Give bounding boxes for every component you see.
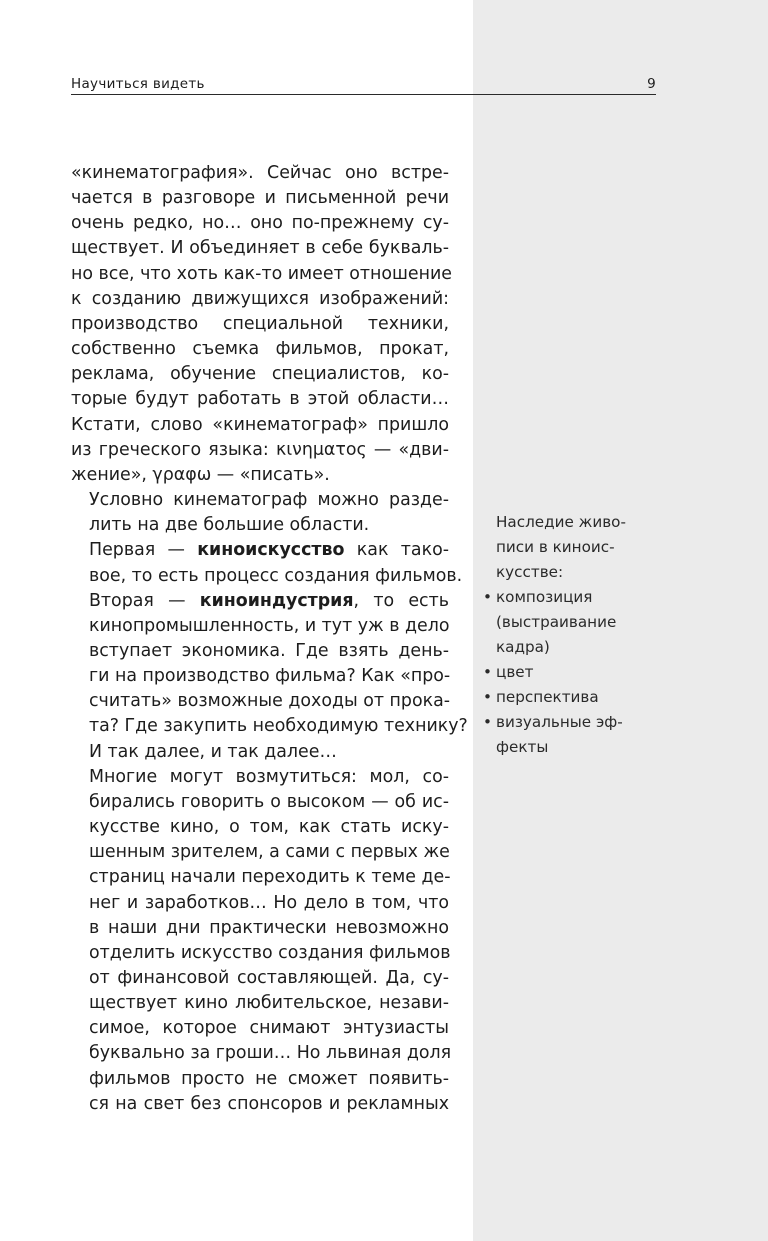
text-line: лить на две большие области. (89, 515, 370, 536)
text-line: считать» возможные доходы от прока- (89, 691, 451, 712)
paragraph (71, 765, 452, 1117)
list-item (483, 585, 653, 660)
text-line: кусстве кино, о том, как стать иску- (89, 817, 449, 838)
text-line: буквально за гроши… Но львиная доля (89, 1043, 452, 1064)
text-line: реклама, обучение специалистов, ко- (71, 364, 449, 385)
text-line: фильмов просто не сможет появить- (89, 1068, 449, 1089)
text-line: кинопромышленность, и тут уж в дело (89, 615, 450, 636)
list-item (483, 685, 653, 710)
margin-note-list (483, 585, 653, 760)
text-line: бирались говорить о высоком — об ис- (89, 791, 449, 812)
running-header (71, 76, 656, 92)
margin-note-intro (483, 510, 653, 585)
text-line: писи в киноис- (496, 538, 615, 556)
bullet-icon: • (483, 688, 492, 706)
header-rule (71, 94, 656, 95)
text-line: перспектива (496, 688, 599, 706)
text-line: собственно съемка фильмов, прокат, (71, 339, 449, 360)
text-line: симое, которое снимают энтузиасты (89, 1018, 449, 1039)
text-line: чается в разговоре и письменной речи (71, 188, 449, 209)
text-line (71, 538, 449, 563)
text-line: цвет (496, 663, 534, 681)
bullet-icon: • (483, 588, 492, 606)
text-line: визуальные эф- (496, 713, 623, 731)
paragraph (71, 488, 449, 538)
text-line: ся на свет без спонсоров и рекламных (89, 1093, 449, 1114)
bullet-icon: • (483, 663, 492, 681)
text-line: нег и заработков… Но дело в том, что (89, 892, 449, 913)
term-kinoindustriya: киноиндустрия (199, 590, 354, 611)
text-line: вступает экономика. Где взять день- (89, 640, 449, 661)
text-line: Наследие живо- (496, 513, 626, 531)
text-line: от финансовой составляющей. Да, су- (89, 968, 449, 988)
text-line: но все, что хоть как-то имеет отношение (71, 263, 452, 284)
margin-note (483, 510, 653, 760)
paragraph (71, 589, 468, 765)
text-line: ществует кино любительское, незави- (89, 993, 449, 1014)
text-line: Многие могут возмутиться: мол, со- (89, 766, 449, 787)
text-line: кусстве: (496, 563, 564, 581)
text-line: очень редко, но… оно по-прежнему су- (71, 213, 449, 234)
paragraph (71, 161, 452, 488)
text-line: страниц начали переходить к теме де- (89, 867, 451, 888)
text-line: отделить искусство создания фильмов (89, 942, 451, 963)
text-line: (выстраивание (496, 613, 617, 631)
text-line: торые будут работать в этой области… (71, 389, 449, 410)
term-kinoiskusstvo: киноискусство (197, 540, 345, 561)
bullet-icon: • (483, 713, 492, 731)
text-line (71, 589, 449, 614)
text-run: Вторая — (89, 590, 200, 611)
list-item (483, 660, 653, 685)
paragraph (71, 538, 463, 588)
text-line: Кстати, слово «кинематограф» пришло (71, 414, 449, 435)
list-item (483, 710, 653, 760)
text-run: Первая — (89, 540, 198, 561)
text-line: Условно кинематограф можно разде- (89, 490, 449, 511)
text-line: композиция (496, 588, 593, 606)
chapter-title: Научиться видеть (71, 76, 205, 92)
text-line: ществует. И объединяет в себе букваль- (71, 238, 449, 259)
page-number: 9 (647, 76, 656, 92)
text-line: И так далее, и так далее… (89, 741, 337, 762)
text-line: шенным зрителем, а сами с первых же (89, 842, 450, 863)
text-run: , то есть (353, 590, 450, 611)
text-line: вое, то есть процесс создания фильмов. (89, 565, 463, 586)
text-line: фекты (496, 738, 549, 756)
text-line: кадра) (496, 638, 550, 656)
text-line: из греческого языка: κινηματος — «дви- (71, 439, 449, 460)
text-line: в наши дни практически невозможно (89, 917, 449, 938)
text-line: та? Где закупить необходимую технику? (89, 716, 468, 737)
text-line: «кинематография». Сейчас оно встре- (71, 163, 449, 183)
text-line: ги на производство фильма? Как «про- (89, 666, 451, 687)
text-line: к созданию движущихся изображений: (71, 288, 449, 309)
main-text-column (71, 161, 468, 1117)
text-line: жение», γραφω — «писать». (71, 464, 330, 485)
text-line: производство специальной техники, (71, 313, 449, 334)
text-run: как тако- (344, 540, 449, 561)
